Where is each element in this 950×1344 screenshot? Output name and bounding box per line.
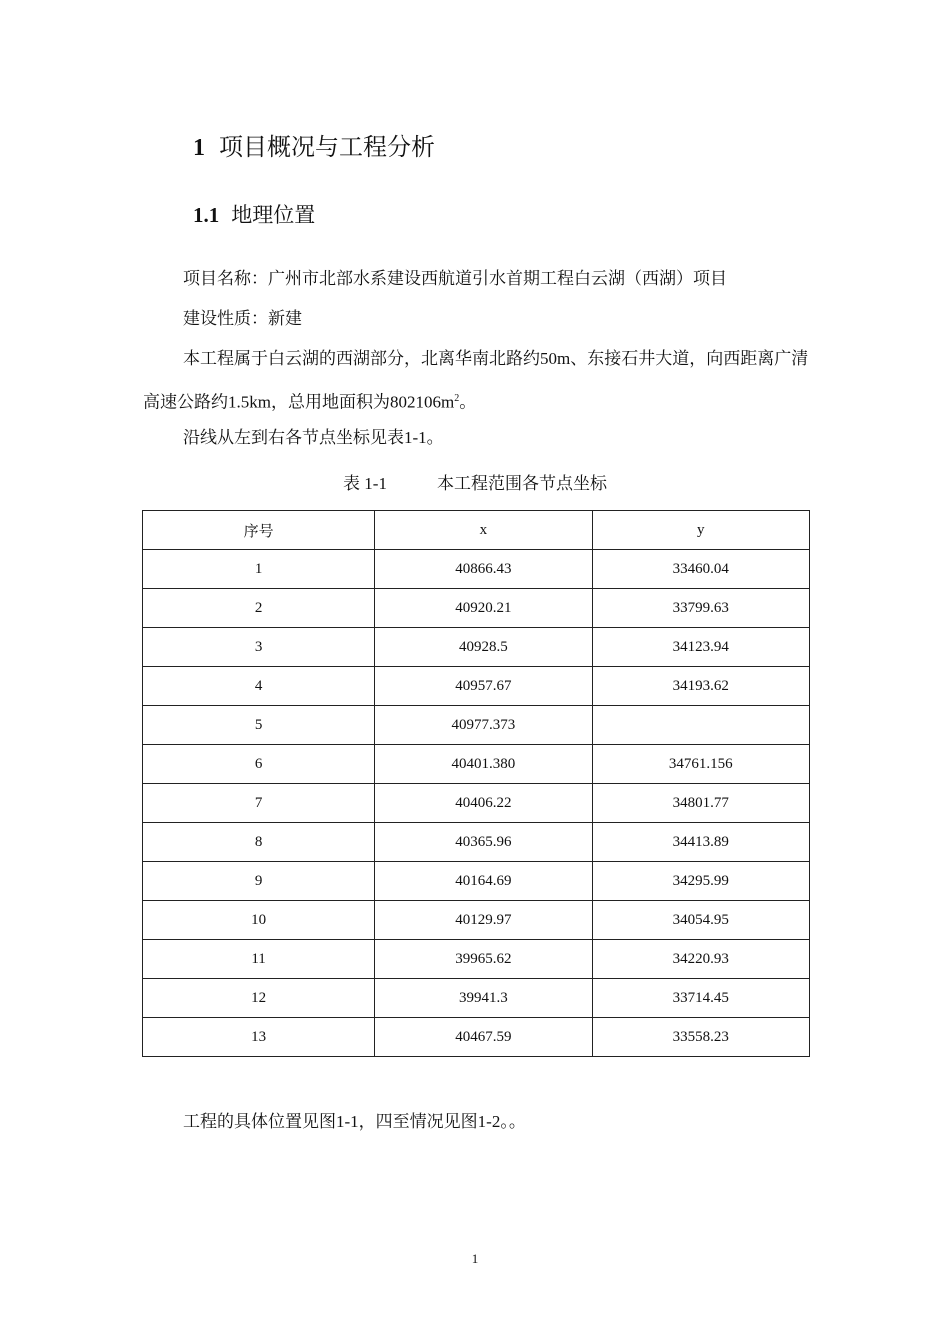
cell-x: 40957.67 <box>375 667 592 706</box>
cell-index: 4 <box>143 667 375 706</box>
heading-1-number: 1 <box>193 135 205 161</box>
cell-index: 11 <box>143 940 375 979</box>
table-row <box>143 628 810 667</box>
heading-2 <box>193 200 315 230</box>
coordinates-table <box>142 510 810 1057</box>
cell-x: 40164.69 <box>375 862 592 901</box>
project-name-line: 项目名称：广州市北部水系建设西航道引水首期工程白云湖（西湖）项目 <box>183 269 727 288</box>
cell-x: 40401.380 <box>375 745 592 784</box>
cell-y: 34123.94 <box>592 628 809 667</box>
cell-x: 40977.373 <box>375 706 592 745</box>
cell-index: 1 <box>143 550 375 589</box>
cell-index: 3 <box>143 628 375 667</box>
table-reference-line: 沿线从左到右各节点坐标见表1-1。 <box>183 428 444 447</box>
location-paragraph-tail: 。 <box>459 392 477 412</box>
table-row <box>143 784 810 823</box>
table-caption <box>0 472 950 496</box>
cell-index: 2 <box>143 589 375 628</box>
table-row <box>143 940 810 979</box>
cell-x: 40406.22 <box>375 784 592 823</box>
table-row <box>143 901 810 940</box>
table-row <box>143 745 810 784</box>
header-y: y <box>592 511 809 550</box>
area-unit-superscript: 2 <box>454 393 460 404</box>
table-header-row <box>143 511 810 550</box>
cell-y: 34801.77 <box>592 784 809 823</box>
cell-index: 8 <box>143 823 375 862</box>
table-row <box>143 1018 810 1057</box>
table-caption-label: 表 1-1 <box>343 474 387 493</box>
cell-x: 40467.59 <box>375 1018 592 1057</box>
cell-x: 40365.96 <box>375 823 592 862</box>
table-row <box>143 550 810 589</box>
heading-1 <box>193 131 435 165</box>
table-row <box>143 589 810 628</box>
cell-index: 6 <box>143 745 375 784</box>
cell-index: 9 <box>143 862 375 901</box>
cell-x: 40928.5 <box>375 628 592 667</box>
table-row <box>143 823 810 862</box>
location-paragraph-text: 本工程属于白云湖的西湖部分，北离华南北路约50m、东接石井大道，向西距离广清高速公路约1.5km，总用地面积为802106m <box>143 349 809 412</box>
cell-y: 33558.23 <box>592 1018 809 1057</box>
cell-x: 39965.62 <box>375 940 592 979</box>
heading-2-title: 地理位置 <box>231 203 316 227</box>
cell-x: 39941.3 <box>375 979 592 1018</box>
cell-y: 33714.45 <box>592 979 809 1018</box>
heading-1-title: 项目概况与工程分析 <box>219 135 435 161</box>
location-paragraph <box>143 339 811 423</box>
cell-y: 34220.93 <box>592 940 809 979</box>
cell-x: 40129.97 <box>375 901 592 940</box>
figure-reference-line: 工程的具体位置见图1-1，四至情况见图1-2。。 <box>183 1112 526 1131</box>
cell-index: 7 <box>143 784 375 823</box>
cell-y <box>592 706 809 745</box>
cell-index: 10 <box>143 901 375 940</box>
cell-y: 34193.62 <box>592 667 809 706</box>
construction-nature-line: 建设性质：新建 <box>183 309 302 328</box>
table-row <box>143 706 810 745</box>
cell-y: 34413.89 <box>592 823 809 862</box>
cell-y: 33460.04 <box>592 550 809 589</box>
header-x: x <box>375 511 592 550</box>
table-row <box>143 667 810 706</box>
table-caption-title: 本工程范围各节点坐标 <box>436 474 607 493</box>
cell-index: 12 <box>143 979 375 1018</box>
table-row <box>143 979 810 1018</box>
header-index: 序号 <box>143 511 375 550</box>
cell-y: 34295.99 <box>592 862 809 901</box>
table-row <box>143 862 810 901</box>
cell-x: 40920.21 <box>375 589 592 628</box>
page-number: 1 <box>471 1251 479 1266</box>
cell-index: 5 <box>143 706 375 745</box>
cell-y: 34761.156 <box>592 745 809 784</box>
heading-2-number: 1.1 <box>193 203 220 227</box>
cell-y: 33799.63 <box>592 589 809 628</box>
cell-y: 34054.95 <box>592 901 809 940</box>
cell-x: 40866.43 <box>375 550 592 589</box>
cell-index: 13 <box>143 1018 375 1057</box>
